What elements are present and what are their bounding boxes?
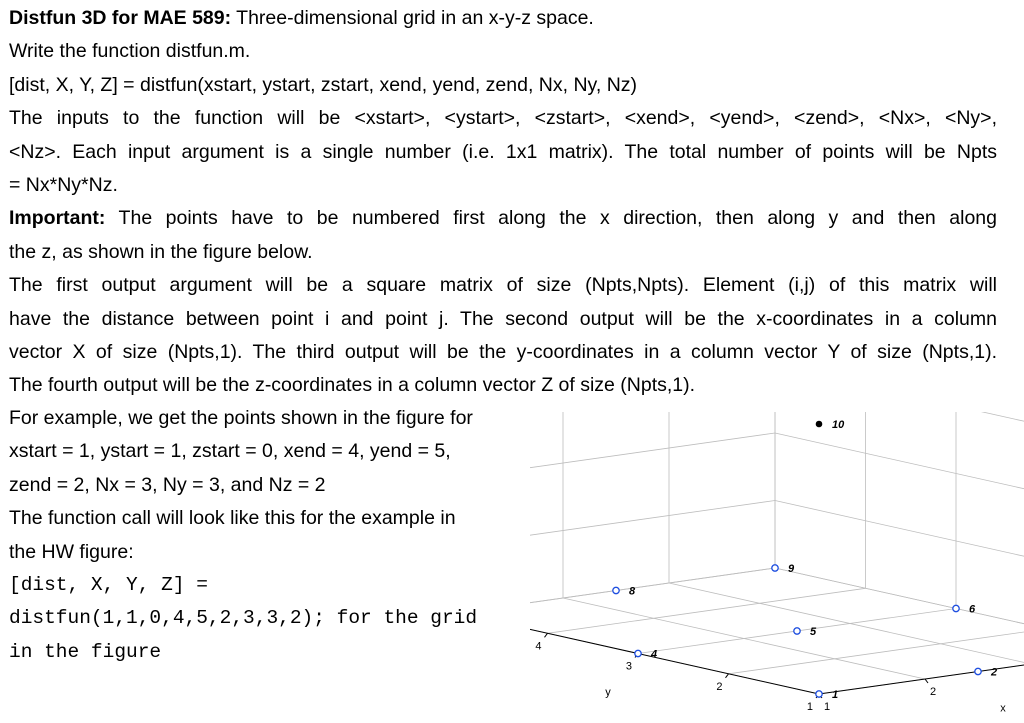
grid-point-marker bbox=[635, 650, 641, 656]
code-line-2: distfun(1,1,0,4,5,2,3,3,2); for the grid bbox=[9, 607, 478, 629]
point-label: 10 bbox=[832, 419, 845, 431]
output-line-3: vector X of size (Npts,1). The third output will be the y-coordinates in a column vector Y of size (Npts,1). bbox=[9, 341, 997, 363]
grid-point-marker bbox=[613, 587, 619, 593]
y-tick-label: 2 bbox=[716, 680, 723, 693]
x-tick-label: 1 bbox=[824, 701, 831, 713]
point-label: 1 bbox=[832, 689, 839, 701]
example-line-3: zend = 2, Nx = 3, Ny = 3, and Nz = 2 bbox=[9, 474, 326, 496]
example-line-4: The function call will look like this for the example in bbox=[9, 507, 456, 529]
assignment-title: Distfun 3D for MAE 589: bbox=[9, 7, 232, 29]
example-line-5: the HW figure: bbox=[9, 541, 134, 563]
output-line-2: have the distance between point i and point j. The second output will be the x-coordinates in a column bbox=[9, 308, 997, 330]
inputs-line-1: The inputs to the function will be <xstart>, <ystart>, <zstart>, <xend>, <yend>, <zend>, <Nx>, <Ny>, bbox=[9, 107, 997, 129]
grid-point-marker bbox=[953, 605, 959, 611]
point-label: 2 bbox=[991, 666, 998, 679]
inputs-line-3: = Nx*Ny*Nz. bbox=[9, 174, 118, 196]
figure-gridlines bbox=[530, 412, 1024, 694]
floor-gridline bbox=[729, 629, 1024, 674]
y-tick-label: 4 bbox=[535, 640, 542, 653]
example-line-1: For example, we get the points shown in the figure for bbox=[9, 407, 473, 429]
y-tick-mark bbox=[726, 674, 729, 678]
back-wall-gridline bbox=[530, 501, 775, 546]
x-axis-label: x bbox=[1000, 702, 1006, 715]
grid-point-marker bbox=[975, 668, 981, 674]
grid-point-marker bbox=[794, 628, 800, 634]
important-text: The points have to be numbered first along the x direction, then along y and then along bbox=[105, 207, 997, 229]
y-tick-mark bbox=[545, 633, 548, 637]
code-line-3: in the figure bbox=[9, 641, 162, 663]
floor-gridline bbox=[669, 583, 1024, 664]
point-label: 9 bbox=[788, 563, 795, 575]
inputs-line-2: <Nz>. Each input argument is a single number (i.e. 1x1 matrix). The total number of points will be Npts bbox=[9, 141, 997, 163]
important-label: Important: bbox=[9, 207, 106, 229]
x-tick-mark bbox=[925, 679, 928, 683]
back-wall-gridline bbox=[530, 433, 775, 478]
point-label: 8 bbox=[629, 585, 636, 598]
output-line-4: The fourth output will be the z-coordinates in a column vector Z of size (Npts,1). bbox=[9, 374, 696, 396]
write-instruction: Write the function distfun.m. bbox=[9, 40, 251, 62]
grid-3d-figure bbox=[530, 412, 1024, 718]
grid-point-marker bbox=[816, 421, 823, 428]
side-wall-gridline bbox=[775, 501, 1024, 582]
function-signature: [dist, X, Y, Z] = distfun(xstart, ystart, zstart, xend, yend, zend, Nx, Ny, Nz) bbox=[9, 74, 638, 96]
example-line-2: xstart = 1, ystart = 1, zstart = 0, xend = 4, yend = 5, bbox=[9, 440, 451, 462]
side-wall-gridline bbox=[775, 433, 1024, 514]
y-axis-line bbox=[530, 613, 819, 694]
grid-point-marker bbox=[816, 691, 822, 697]
y-tick-label: 1 bbox=[806, 701, 813, 713]
important-line-2: the z, as shown in the figure below. bbox=[9, 241, 313, 263]
assignment-subtitle: Three-dimensional grid in an x-y-z space. bbox=[231, 7, 594, 29]
assignment-heading bbox=[9, 6, 594, 30]
y-axis-label: y bbox=[605, 686, 611, 699]
floor-gridline bbox=[530, 613, 819, 694]
point-label: 6 bbox=[969, 603, 976, 616]
grid-point-marker bbox=[772, 565, 778, 571]
point-label: 5 bbox=[810, 626, 817, 638]
code-line-1: [dist, X, Y, Z] = bbox=[9, 574, 208, 596]
output-line-1: The first output argument will be a square matrix of size (Npts,Npts). Element (i,j) of this matrix will bbox=[9, 274, 997, 296]
figure-points bbox=[530, 412, 1024, 697]
y-tick-label: 3 bbox=[625, 660, 632, 673]
point-label: 4 bbox=[651, 648, 658, 661]
figure-axes bbox=[530, 412, 1024, 698]
x-tick-label: 2 bbox=[930, 686, 937, 698]
important-line-1 bbox=[9, 206, 997, 230]
floor-gridline bbox=[548, 585, 866, 633]
